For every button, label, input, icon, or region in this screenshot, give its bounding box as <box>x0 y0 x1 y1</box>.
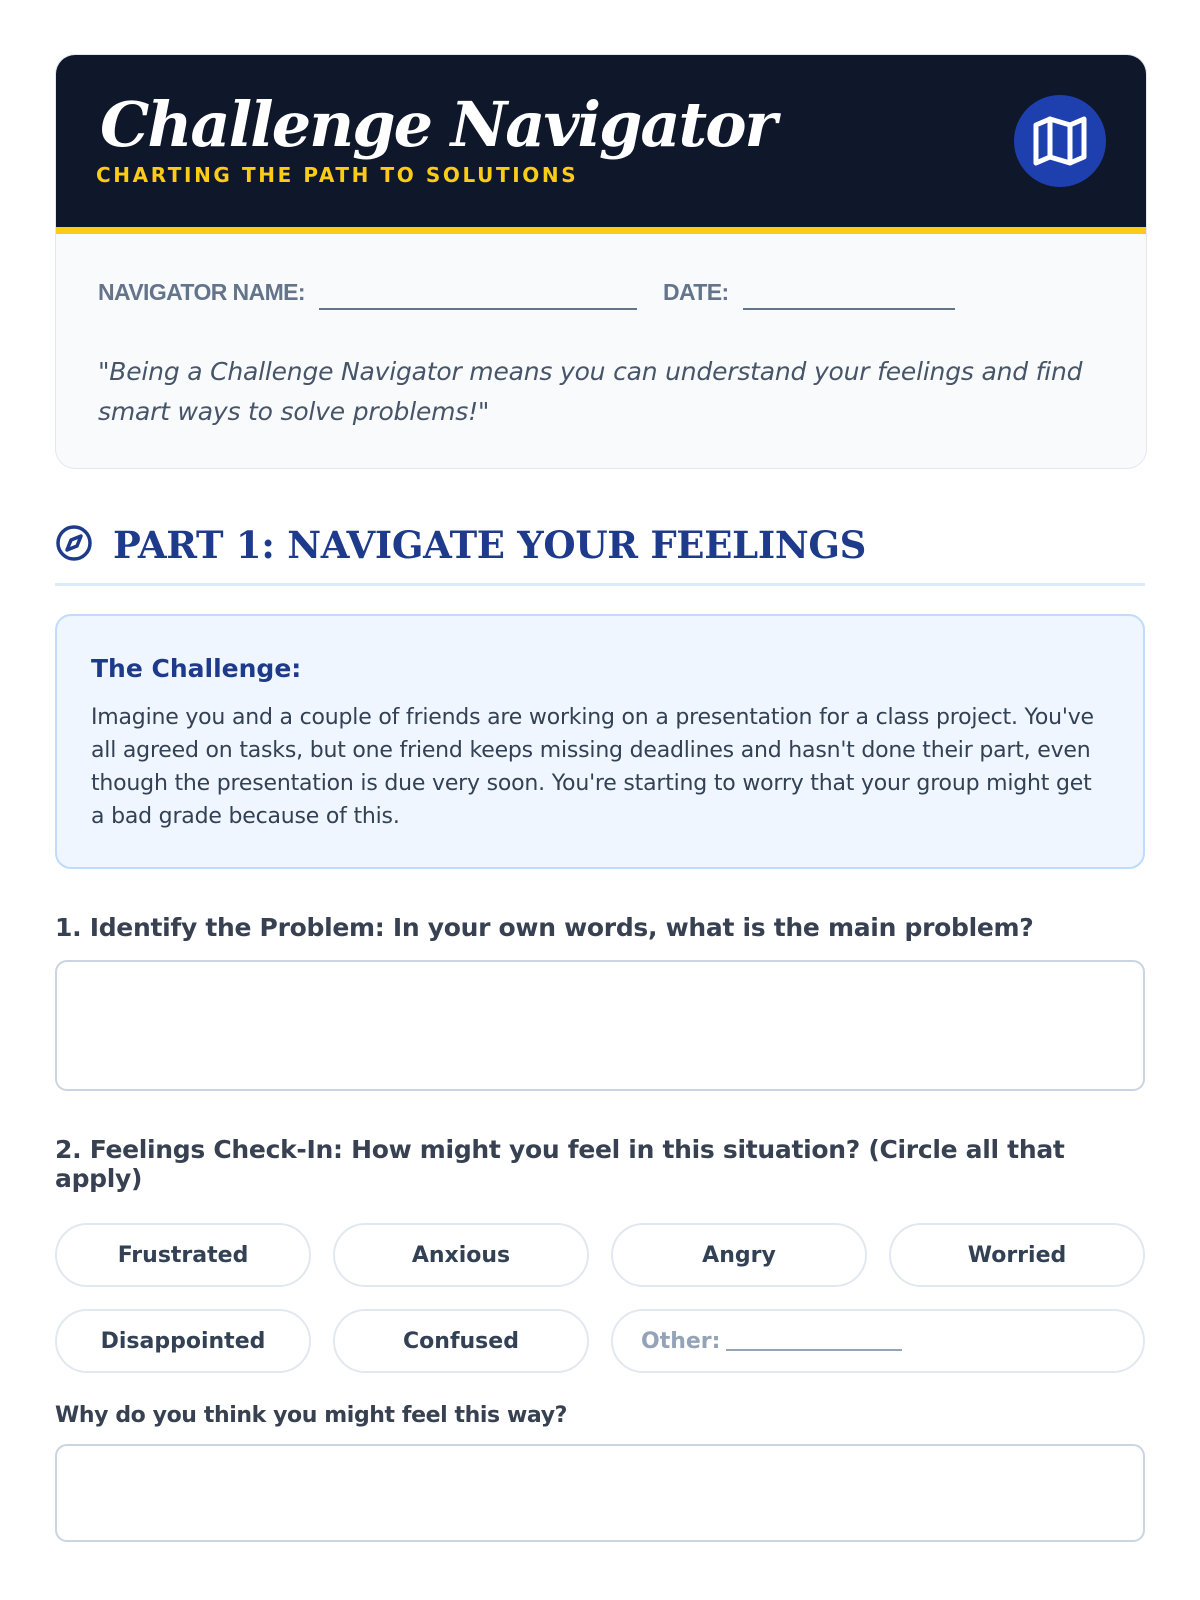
feelings-options <box>55 1223 1145 1373</box>
compass-icon <box>55 524 93 567</box>
problem-answer-field[interactable] <box>55 960 1145 1091</box>
part-1-title: PART 1: NAVIGATE YOUR FEELINGS <box>113 523 867 567</box>
feeling-chip-worried[interactable]: Worried <box>889 1223 1145 1287</box>
map-icon <box>1014 95 1106 187</box>
feeling-chip-angry[interactable]: Angry <box>611 1223 867 1287</box>
name-field[interactable] <box>319 278 637 310</box>
question-2: 2. Feelings Check-In: How might you feel in this situation? (Circle all that apply) <box>55 1135 1065 1193</box>
challenge-text: Imagine you and a couple of friends are working on a presentation for a class project. You've all agreed on tasks, but one friend keeps missing deadlines and hasn't done their part, even though the presentation is due very soon. You're starting to worry that your group might get a bad grade because of this. <box>91 705 1094 829</box>
header-body <box>56 234 1146 468</box>
challenge-title: The Challenge: <box>91 654 302 683</box>
feeling-chip-frustrated[interactable]: Frustrated <box>55 1223 311 1287</box>
other-blank[interactable] <box>726 1331 902 1351</box>
question-1: 1. Identify the Problem: In your own words, what is the main problem? <box>55 913 1034 942</box>
feeling-chip-confused[interactable]: Confused <box>333 1309 589 1373</box>
page-title: Challenge Navigator <box>100 88 776 161</box>
motto-quote: "Being a Challenge Navigator means you can understand your feelings and find smart ways to solve problems!" <box>98 357 1083 426</box>
name-label: NAVIGATOR NAME: <box>98 279 305 305</box>
date-label: DATE: <box>662 279 729 305</box>
challenge-box <box>55 614 1145 869</box>
why-question: Why do you think you might feel this way? <box>55 1403 568 1428</box>
header-card <box>55 54 1147 469</box>
why-answer-field[interactable] <box>55 1444 1145 1542</box>
other-label: Other: <box>641 1328 721 1354</box>
feeling-chip-disappointed[interactable]: Disappointed <box>55 1309 311 1373</box>
part-1-heading <box>55 523 1145 586</box>
feeling-chip-anxious[interactable]: Anxious <box>333 1223 589 1287</box>
feeling-chip-other[interactable] <box>611 1309 1145 1373</box>
page-subtitle: CHARTING THE PATH TO SOLUTIONS <box>96 163 579 187</box>
date-field[interactable] <box>743 278 955 310</box>
info-fields <box>98 274 1104 310</box>
header-banner <box>56 55 1146 234</box>
